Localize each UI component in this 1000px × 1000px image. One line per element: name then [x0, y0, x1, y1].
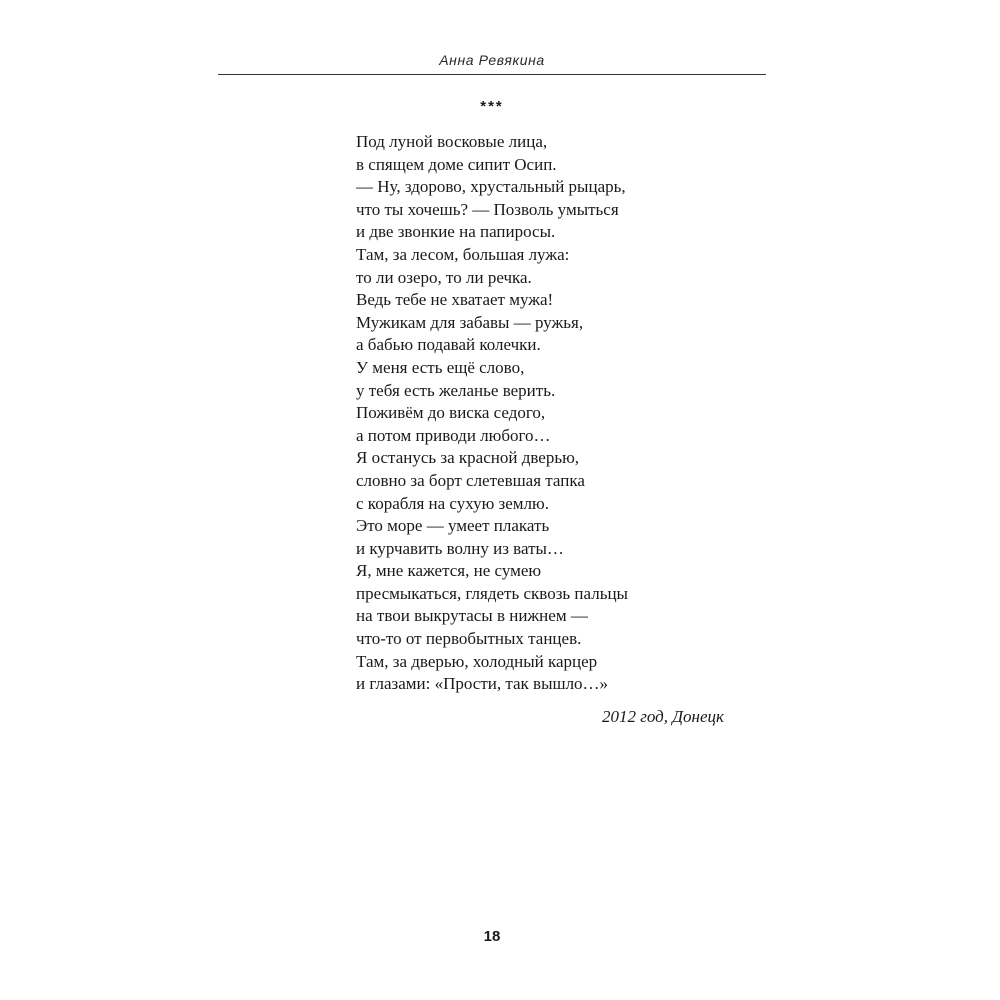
- poem-line: Под луной восковые лица,: [356, 132, 548, 151]
- poem-line: Там, за лесом, большая лужа:: [356, 244, 570, 264]
- poem-line: у тебя есть желанье верить.: [356, 380, 556, 400]
- poem-line: Ведь тебе не хватает мужа!: [356, 290, 554, 310]
- poem-line: Я останусь за красной дверью,: [356, 448, 580, 468]
- header-rule: [218, 74, 766, 75]
- poem-line: — Ну, здорово, хрустальный рыцарь,: [356, 177, 626, 197]
- running-head-author: Анна Ревякина: [439, 52, 545, 68]
- poem-line: на твои выкрутасы в нижнем —: [356, 606, 588, 626]
- page-number: 18: [483, 928, 501, 945]
- poem-line: и курчавить волну из ваты…: [356, 538, 564, 558]
- poem-line: У меня есть ещё слово,: [356, 357, 525, 377]
- poem-line: и глазами: «Прости, так вышло…»: [356, 674, 609, 694]
- poem-line: а бабью подавай колечки.: [356, 335, 541, 355]
- poem-line: словно за борт слетевшая тапка: [356, 470, 585, 490]
- poem-line: что ты хочешь? — Позволь умыться: [356, 199, 619, 219]
- poem-line: то ли озеро, то ли речка.: [356, 267, 532, 287]
- poem-signature: 2012 год, Донецк: [601, 707, 724, 726]
- poem-line: Там, за дверью, холодный карцер: [356, 651, 598, 671]
- poem-line: Мужикам для забавы — ружья,: [356, 312, 584, 332]
- poem-line: пресмыкаться, глядеть сквозь пальцы: [356, 583, 628, 603]
- poem-body: [356, 131, 628, 696]
- poem-separator: ***: [480, 98, 504, 115]
- poem-line: с корабля на сухую землю.: [356, 493, 549, 513]
- poem-line: в спящем доме сипит Осип.: [356, 154, 557, 174]
- poem-line: Я, мне кажется, не сумею: [356, 561, 542, 581]
- poem-line: что-то от первобытных танцев.: [356, 629, 582, 649]
- poem-line: и две звонкие на папиросы.: [356, 222, 556, 242]
- poem-line: Это море — умеет плакать: [356, 516, 550, 536]
- poem-line: а потом приводи любого…: [356, 425, 551, 445]
- poem-line: Поживём до виска седого,: [356, 403, 546, 423]
